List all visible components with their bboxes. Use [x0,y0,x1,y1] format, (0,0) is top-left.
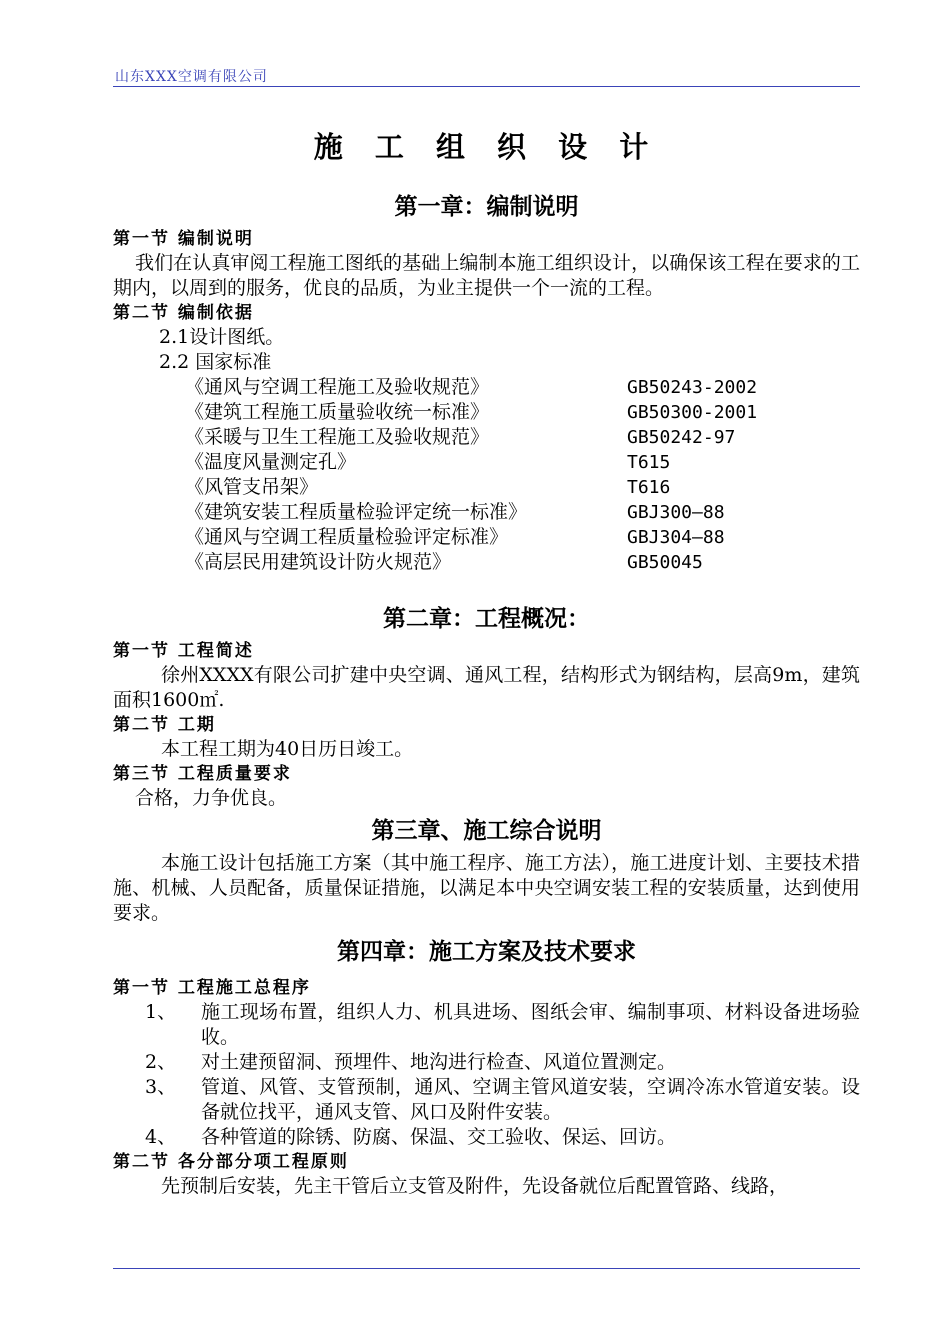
header-company: 山东XXX空调有限公司 [115,69,268,85]
standard-code: GB50243-2002 [627,377,758,398]
step-text: 管道、风管、支管预制，通风、空调主管风道安装，空调冷冻水管道安装。设备就位找平，通风支管、风口及附件安装。 [201,1076,860,1123]
standard-name: 《采暖与卫生工程施工及验收规范》 [185,426,490,448]
standard-code: T615 [627,452,671,473]
chapter-3-heading: 第三章、施工综合说明 [371,817,602,844]
standard-name: 《建筑安装工程质量检验评定统一标准》 [185,501,528,523]
standard-row [113,425,860,450]
standard-code: GB50300-2001 [627,402,758,423]
standard-row [113,475,860,500]
step-number: 3、 [145,1076,177,1098]
standard-code: GBJ300—88 [627,502,725,523]
standard-name: 《建筑工程施工质量验收统一标准》 [185,401,490,423]
standard-code: T616 [627,477,671,498]
document-title: 施 工 组 织 设 计 [313,130,660,164]
header-divider [113,86,860,87]
procedure-step [113,1125,860,1150]
standard-code: GBJ304—88 [627,527,725,548]
section-heading: 第一节 工程简述 [113,641,254,661]
standard-code: GB50045 [627,552,703,573]
step-text: 对土建预留洞、预埋件、地沟进行检查、风道位置测定。 [201,1051,677,1073]
paragraph: 本工程工期为40日历日竣工。 [161,738,414,760]
spacer [113,575,860,599]
procedure-step [113,1000,860,1050]
standard-row [113,500,860,525]
standard-name: 《高层民用建筑设计防火规范》 [185,551,452,573]
step-text: 各种管道的除锈、防腐、保温、交工验收、保运、回访。 [201,1126,677,1148]
paragraph: 合格，力争优良。 [135,787,288,809]
basis-item: 2.2 国家标准 [159,351,272,373]
section-heading: 第二节 工期 [113,715,216,735]
section-heading: 第二节 各分部分项工程原则 [113,1152,349,1172]
standard-row [113,525,860,550]
footer-divider [113,1268,860,1269]
standard-code: GB50242-97 [627,427,736,448]
section-heading: 第三节 工程质量要求 [113,764,292,784]
standard-name: 《通风与空调工程质量检验评定标准》 [185,526,509,548]
section-heading: 第一节 工程施工总程序 [113,978,311,998]
paragraph: 我们在认真审阅工程施工图纸的基础上编制本施工组织设计，以确保该工程在要求的工期内，以周到的服务，优良的品质，为业主提供一个一流的工程。 [113,252,860,299]
standard-row [113,375,860,400]
step-text: 施工现场布置，组织人力、机具进场、图纸会审、编制事项、材料设备进场验收。 [201,1001,860,1048]
step-number: 2、 [145,1051,177,1073]
step-number: 1、 [145,1001,177,1023]
chapter-2-heading: 第二章：工程概况： [383,605,590,632]
section-heading: 第二节 编制依据 [113,303,254,323]
standard-name: 《通风与空调工程施工及验收规范》 [185,376,490,398]
standard-name: 《风管支吊架》 [185,476,319,498]
procedure-step [113,1075,860,1125]
section-heading: 第一节 编制说明 [113,229,254,249]
step-number: 4、 [145,1126,177,1148]
standard-row [113,550,860,575]
procedure-step [113,1050,860,1075]
basis-item: 2.1设计图纸。 [159,326,285,348]
paragraph: 徐州XXXX有限公司扩建中央空调、通风工程，结构形式为钢结构，层高9m，建筑面积1600㎡. [113,664,860,711]
document-body [113,125,860,1199]
paragraph: 本施工设计包括施工方案（其中施工程序、施工方法），施工进度计划、主要技术措施、机械、人员配备，质量保证措施，以满足本中央空调安装工程的安装质量，达到使用要求。 [113,852,860,924]
chapter-1-heading: 第一章：编制说明 [394,193,579,220]
paragraph: 先预制后安装，先主干管后立支管及附件，先设备就位后配置管路、线路， [161,1175,789,1197]
chapter-4-heading: 第四章：施工方案及技术要求 [337,938,636,965]
standard-row [113,400,860,425]
standard-name: 《温度风量测定孔》 [185,451,357,473]
standard-row [113,450,860,475]
